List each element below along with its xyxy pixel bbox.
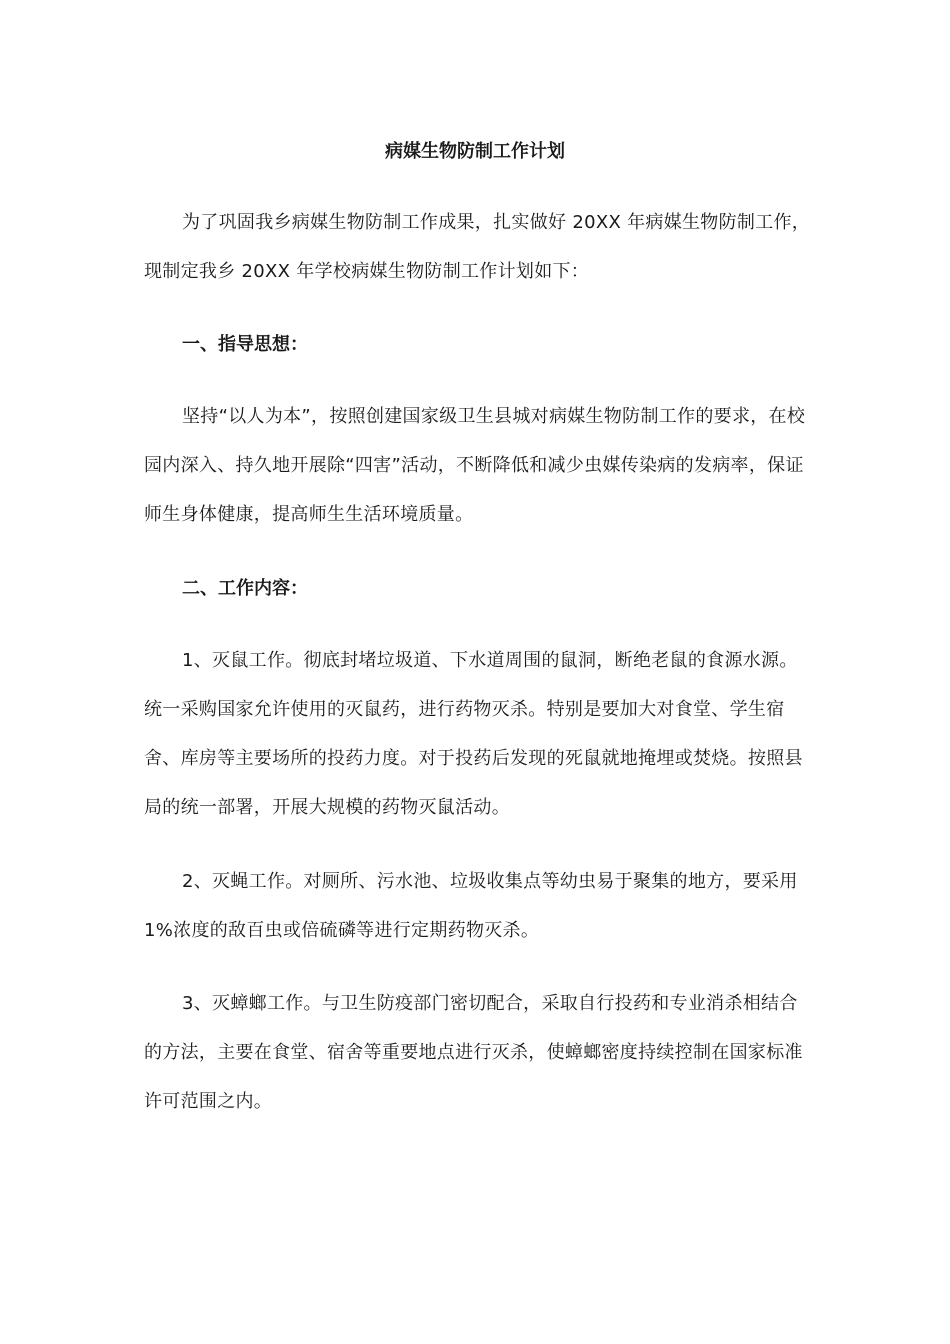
work-item-cockroach-control: 3、灭蟑螂工作。与卫生防疫部门密切配合，采取自行投药和专业消杀相结合的方法，主要在食堂、宿舍等重要地点进行灭杀，使蟑螂密度持续控制在国家标准许可范围之内。 — [144, 993, 803, 1112]
guiding-thought-paragraph: 坚持“以人为本”，按照创建国家级卫生县城对病媒生物防制工作的要求，在校园内深入、持久地开展除“四害”活动，不断降低和减少虫媒传染病的发病率，保证师生身体健康，提高师生生活环境质量。 — [144, 406, 806, 525]
work-item-fly-control: 2、灭蝇工作。对厕所、污水池、垃圾收集点等幼虫易于聚集的地方，要采用 1%浓度的敌百虫或倍硫磷等进行定期药物灭杀。 — [144, 871, 798, 941]
work-item-rodent-control: 1、灭鼠工作。彻底封堵垃圾道、下水道周围的鼠洞，断绝老鼠的食源水源。统一采购国家允许使用的灭鼠药，进行药物灭杀。特别是要加大对食堂、学生宿舍、库房等主要场所的投药力度。对于投药后发现的死鼠就地掩埋或焚烧。按照县局的统一部署，开展大规模的药物灭鼠活动。 — [144, 650, 803, 818]
section-heading-work-content: 二、工作内容： — [182, 578, 308, 599]
intro-paragraph: 为了巩固我乡病媒生物防制工作成果，扎实做好 20XX 年病媒生物防制工作，现制定我乡 20XX 年学校病媒生物防制工作计划如下： — [144, 212, 811, 282]
section-heading-guiding-thought: 一、指导思想： — [182, 334, 308, 355]
document-title: 病媒生物防制工作计划 — [385, 141, 565, 162]
